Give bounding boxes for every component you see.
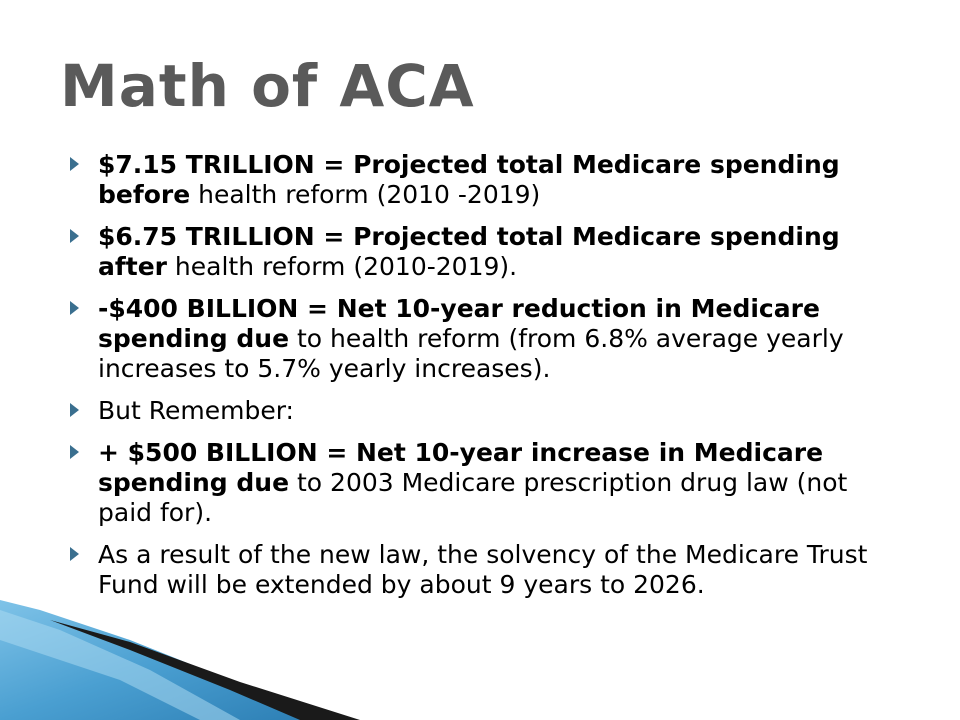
bullet-bold-text: $6.75 TRILLION = Projected total Medicare spending after: [98, 222, 840, 281]
triangle-bullet-icon: [70, 157, 79, 171]
triangle-bullet-icon: [70, 229, 79, 243]
bullet-text: As a result of the new law, the solvency of the Medicare Trust Fund will be extended by about 9 years to 2026.: [98, 540, 868, 599]
triangle-bullet-icon: [70, 445, 79, 459]
triangle-bullet-icon: [70, 301, 79, 315]
bullet-item: [70, 222, 900, 282]
slide-title: Math of ACA: [60, 52, 475, 120]
bullet-text: to 2003 Medicare prescription drug law (not paid for).: [98, 468, 848, 527]
bullet-item: [70, 540, 900, 600]
bullet-bold-text: -$400 BILLION = Net 10-year reduction in Medicare spending due: [98, 294, 820, 353]
triangle-bullet-icon: [70, 547, 79, 561]
bullet-item: [70, 396, 900, 426]
bullet-list: [70, 150, 900, 612]
bullet-text: But Remember:: [98, 396, 294, 425]
bullet-bold-text: $7.15 TRILLION = Projected total Medicare spending before: [98, 150, 840, 209]
triangle-bullet-icon: [70, 403, 79, 417]
bullet-item: [70, 294, 900, 384]
bullet-text: to health reform (from 6.8% average yearly increases to 5.7% yearly increases).: [98, 324, 844, 383]
bullet-text: health reform (2010-2019).: [166, 252, 518, 281]
corner-swoosh-decoration: [0, 600, 360, 720]
bullet-item: [70, 150, 900, 210]
bullet-bold-text: + $500 BILLION = Net 10-year increase in Medicare spending due: [98, 438, 824, 497]
bullet-text: health reform (2010 -2019): [190, 180, 541, 209]
bullet-item: [70, 438, 900, 528]
